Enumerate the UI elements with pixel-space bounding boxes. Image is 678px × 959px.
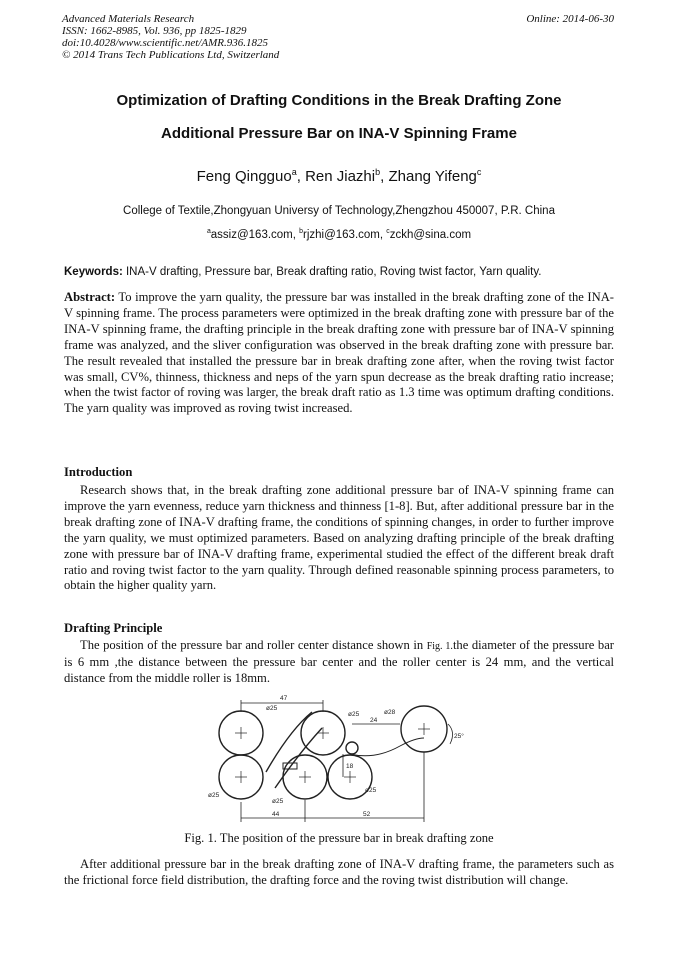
abstract-label: Abstract:: [64, 290, 116, 304]
label-d25-topleft: ø25: [266, 705, 278, 712]
keywords-text: INA-V drafting, Pressure bar, Break drafting ratio, Roving twist factor, Yarn quality.: [122, 266, 542, 278]
angle-arc: [448, 724, 453, 744]
email-3: $^c$zckh@sina.com: [386, 228, 472, 241]
issn: ISSN: 1662-8985, Vol. 936, pp 1825-1829: [62, 25, 247, 37]
label-d25-right: ø25: [365, 787, 377, 794]
fig-reference: Fig. 1.: [426, 641, 453, 652]
introduction-heading: Introduction: [64, 465, 133, 479]
label-dim-47: 47: [280, 695, 288, 702]
drafting-principle-heading: Drafting Principle: [64, 621, 163, 635]
keywords: [64, 266, 614, 278]
abstract-text: To improve the yarn quality, the pressure bar was installed in the break drafting zone of the INA-V spinning frame. The process parameters were optimized in the break drafting zone with pressure bar of the INA-V spinning frame, the drafting principle in the break drafting zone with pressure bar of INA-V spinning frame was analyzed, and the sliver configuration was observed in the break drafting zone with pressure bar. The result revealed that installed the pressure bar in break drafting zone after, when the roving twist factor was small, CV%, thinness, thickness and neps of the yarn spun decrease as the break drafting ratio increase; when the twist factor of roving was larger, the break draft ratio as 1.3 time was optimum drafting conditions. The yarn quality was improved as roving twist increased.: [64, 290, 614, 416]
label-dim-24: 24: [370, 717, 378, 724]
authors: [0, 168, 678, 185]
abstract: [64, 290, 614, 417]
label-dim-18: 18: [346, 763, 354, 770]
affiliation: College of Textile,Zhongyuan Universy of Technology,Zhengzhou 450007, P.R. China: [123, 205, 555, 217]
title-line-2: Additional Pressure Bar on INA-V Spinning Frame: [161, 125, 517, 142]
label-d25-left: ø25: [208, 792, 220, 799]
label-dim-44: 44: [272, 811, 280, 818]
drafting-principle-text: The position of the pressure bar and roller center distance shown in Fig. 1.the diameter of the pressure bar is 6 mm ,the distance between the pressure bar center and the roller center is 24 mm, and the vertical distance from the middle roller is 18mm.: [64, 638, 614, 685]
copyright: © 2014 Trans Tech Publications Ltd, Switzerland: [62, 49, 280, 61]
figure-1-diagram: [200, 692, 490, 826]
keywords-label: Keywords:: [64, 266, 123, 278]
online-date: Online: 2014-06-30: [526, 13, 614, 25]
journal-header: [62, 13, 279, 61]
figure-caption: Fig. 1. The position of the pressure bar in break drafting zone: [184, 831, 494, 845]
doi: doi:10.4028/www.scientific.net/AMR.936.1825: [62, 37, 269, 49]
title-line-1: Optimization of Drafting Conditions in the Break Drafting Zone: [116, 92, 562, 109]
author-3: Zhang Yifeng$^c$: [388, 167, 482, 185]
emails: [0, 229, 678, 241]
closing-paragraph: After additional pressure bar in the break drafting zone of INA-V drafting frame, the parameters such as the frictional force field distribution, the drafting force and the roving twist distribution will change.: [64, 857, 614, 887]
label-dim-52: 52: [363, 811, 371, 818]
author-1: Feng Qingguo$^a$,: [196, 167, 306, 185]
email-2: $^b$rjzhi@163.com,: [299, 228, 387, 241]
email-1: $^a$assiz@163.com,: [206, 228, 300, 241]
author-2: Ren Jiazhi$^b$,: [305, 167, 389, 185]
label-d25-top: ø25: [348, 711, 360, 718]
fiber-path: [350, 738, 424, 756]
label-d25-bottom: ø25: [272, 798, 284, 805]
label-angle-25: 25°: [454, 733, 464, 740]
introduction-text: Research shows that, in the break drafting zone additional pressure bar of INA-V spinning frame can improve the yarn evenness, reduce yarn thickness and thinness [1-8]. But, after additional pressure bar in the break drafting zone of INA-V drafting frame, the conditions of spinning changes, in order to further improve the yarn quality, we must optimized parameters. Based on analyzing drafting principle of the break drafting zone with pressure bar of INA-V drafting frame, experimental studied the effect of the different break draft ratio and roving twist factor to the yarn quality. Through defined reasonable spinning process parameters, to obtain the higher quality yarn.: [64, 483, 614, 593]
label-d28: ø28: [384, 709, 396, 716]
pressure-bar: [346, 742, 358, 754]
journal-name: Advanced Materials Research: [62, 13, 195, 25]
